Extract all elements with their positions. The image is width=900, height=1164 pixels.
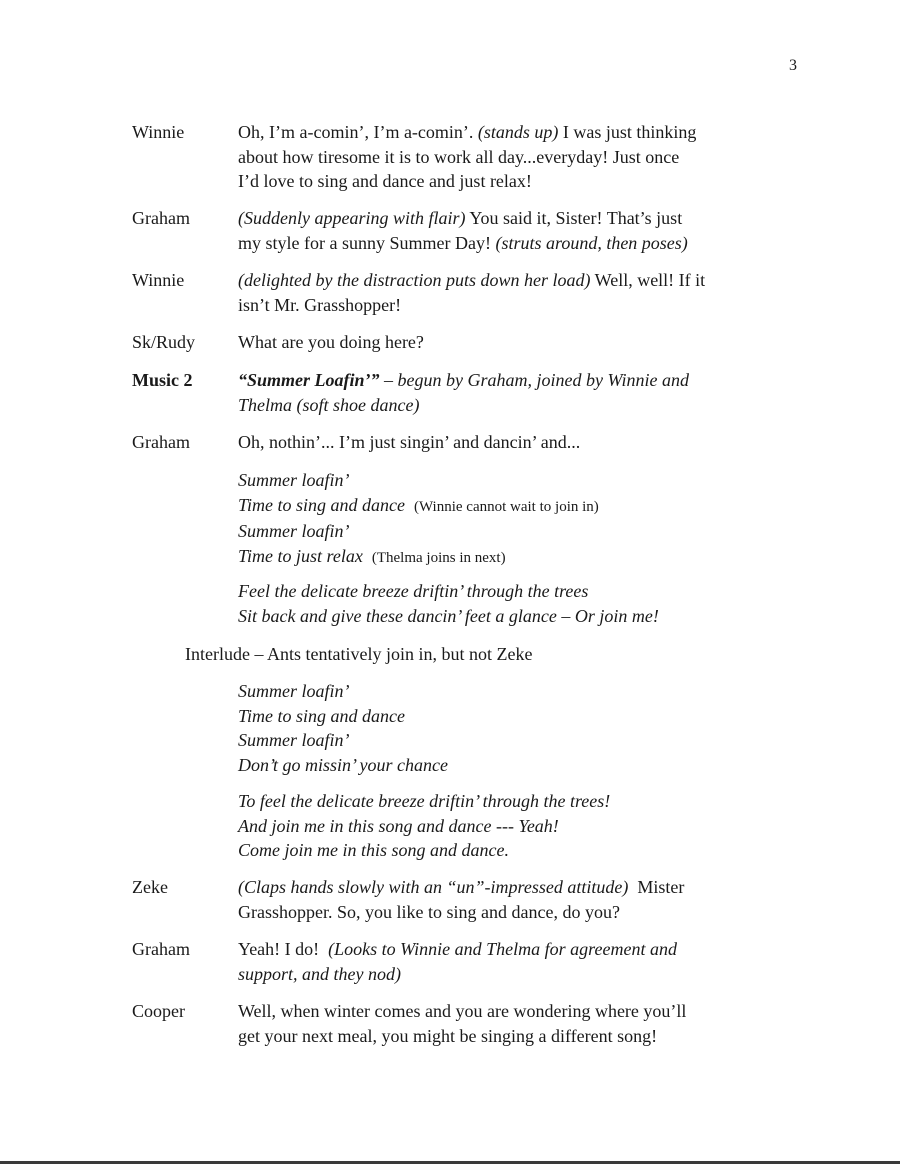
music-cue-note: – begun by Graham, joined by Winnie and bbox=[379, 370, 689, 390]
lyric-line: Feel the delicate breeze driftin’ through the trees bbox=[238, 581, 589, 601]
dialogue-line: I was just thinking bbox=[562, 122, 697, 142]
dialogue-line: Oh, I’m a-comin’, I’m a-comin’. bbox=[238, 122, 474, 142]
stage-direction: (delighted by the distraction puts down her load) bbox=[238, 270, 591, 290]
lyrics-block bbox=[238, 679, 813, 777]
interlude-direction: Interlude – Ants tentatively join in, but not Zeke bbox=[185, 644, 533, 664]
dialogue-text bbox=[238, 430, 813, 455]
dialogue-line: I’d love to sing and dance and just relax! bbox=[238, 171, 532, 191]
stage-direction: (stands up) bbox=[477, 122, 559, 142]
speaker-name: Zeke bbox=[132, 877, 168, 897]
stage-direction: support, and they nod) bbox=[238, 963, 401, 984]
dialogue-text bbox=[238, 268, 813, 317]
dialogue-text bbox=[238, 999, 813, 1048]
lyric-line: Time to sing and dance bbox=[238, 705, 405, 726]
lyrics-block bbox=[238, 789, 813, 863]
lyric-line: Summer loafin’ bbox=[238, 521, 350, 541]
stage-direction: (Suddenly appearing with flair) bbox=[238, 208, 466, 228]
dialogue-text bbox=[238, 875, 813, 924]
dialogue-line: about how tiresome it is to work all day...everyday! Just once bbox=[238, 146, 680, 167]
speaker-name: Cooper bbox=[132, 1001, 185, 1021]
dialogue-line: You said it, Sister! That’s just bbox=[469, 208, 683, 228]
lyric-line: To feel the delicate breeze driftin’ through the trees! bbox=[238, 791, 611, 811]
stage-note: (Winnie cannot wait to join in) bbox=[414, 498, 599, 515]
dialogue-line: Well, well! If it bbox=[594, 270, 706, 290]
speaker-name: Graham bbox=[132, 208, 190, 228]
dialogue-line: Well, when winter comes and you are wondering where you’ll bbox=[238, 1001, 687, 1021]
speaker-name: Winnie bbox=[132, 122, 185, 142]
stage-direction: (struts around, then poses) bbox=[495, 232, 688, 253]
lyric-line: Time to just relax bbox=[238, 545, 363, 566]
speaker-name: Graham bbox=[132, 432, 190, 452]
lyric-line: Summer loafin’ bbox=[238, 730, 350, 750]
speaker-name: Sk/Rudy bbox=[132, 332, 196, 352]
lyric-line: Summer loafin’ bbox=[238, 681, 350, 701]
lyrics-block bbox=[238, 579, 813, 628]
dialogue-line: isn’t Mr. Grasshopper! bbox=[238, 294, 402, 315]
lyric-line: Come join me in this song and dance. bbox=[238, 840, 509, 860]
lyric-line: And join me in this song and dance --- Yeah! bbox=[238, 815, 559, 836]
music-label: Music 2 bbox=[132, 370, 193, 390]
dialogue-line: Oh, nothin’... I’m just singin’ and dancin’ and... bbox=[238, 432, 581, 452]
dialogue-text bbox=[238, 120, 813, 194]
lyric-line: Time to sing and dance bbox=[238, 494, 405, 515]
page-number: 3 bbox=[789, 57, 797, 74]
dialogue-line: my style for a sunny Summer Day! bbox=[238, 232, 491, 253]
lyrics-block bbox=[238, 468, 813, 570]
dialogue-line: Mister bbox=[637, 877, 685, 897]
lyric-line: Summer loafin’ bbox=[238, 470, 350, 490]
dialogue-line: Yeah! I do! bbox=[238, 939, 320, 959]
lyric-line: Sit back and give these dancin’ feet a glance – Or join me! bbox=[238, 605, 659, 626]
lyric-line: Don’t go missin’ your chance bbox=[238, 754, 448, 775]
dialogue-line: Grasshopper. So, you like to sing and dance, do you? bbox=[238, 901, 620, 922]
speaker-name: Graham bbox=[132, 939, 190, 959]
song-title: “Summer Loafin’” bbox=[238, 370, 380, 390]
dialogue-text bbox=[238, 206, 813, 255]
speaker-name: Winnie bbox=[132, 270, 185, 290]
dialogue-line: What are you doing here? bbox=[238, 332, 424, 352]
stage-note: (Thelma joins in next) bbox=[371, 549, 506, 566]
dialogue-line: get your next meal, you might be singing a different song! bbox=[238, 1025, 658, 1046]
stage-direction: (Looks to Winnie and Thelma for agreement and bbox=[328, 939, 677, 959]
music-cue-text bbox=[238, 368, 813, 417]
music-cue-note: Thelma (soft shoe dance) bbox=[238, 394, 420, 415]
dialogue-text bbox=[238, 937, 813, 986]
dialogue-text bbox=[238, 330, 813, 355]
stage-direction: (Claps hands slowly with an “un”-impressed attitude) bbox=[238, 877, 629, 897]
